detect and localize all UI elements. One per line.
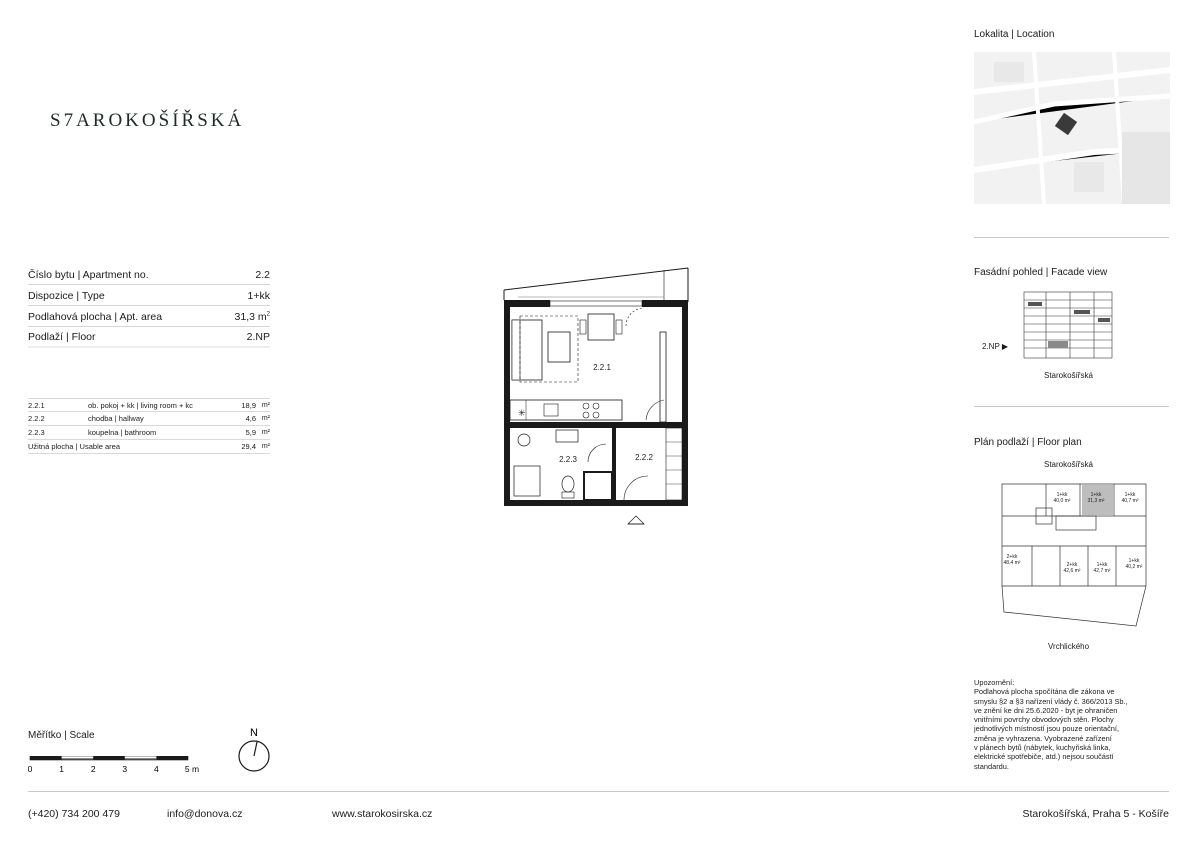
room-area: 18,9 [241, 400, 256, 410]
room-row [28, 412, 270, 426]
room-row [28, 398, 270, 412]
divider [974, 406, 1169, 407]
floorplan-street-bottom: Vrchlického [1048, 642, 1090, 651]
svg-text:1+kk: 1+kk [1124, 492, 1136, 498]
apartment-number-row [28, 264, 270, 285]
floorplan-title: Plán podlaží | Floor plan [974, 437, 1082, 448]
room-id: 2.2.2 [28, 414, 45, 423]
location-map [974, 52, 1170, 204]
svg-text:1+kk: 1+kk [1090, 492, 1102, 498]
scale-bar [26, 756, 208, 778]
footer-email-link[interactable]: info@donova.cz [167, 808, 243, 820]
facade-drawing [1020, 286, 1120, 364]
apartment-info-table [28, 264, 270, 348]
room-area: 5,9 [245, 428, 256, 437]
scale-tick: 2 [90, 764, 96, 774]
room-area-table [28, 398, 270, 454]
svg-text:42,6 m²: 42,6 m² [1063, 568, 1081, 574]
room-row [28, 426, 270, 440]
svg-text:1+kk: 1+kk [1096, 562, 1108, 568]
scale-label: Měřítko | Scale [28, 730, 95, 741]
svg-text:40,7 m²: 40,7 m² [1121, 498, 1139, 504]
scale-tick: 4 [154, 764, 159, 774]
footer-divider [28, 791, 1169, 792]
svg-text:48,4 m²: 48,4 m² [1003, 560, 1021, 566]
room-unit: m² [261, 415, 270, 422]
floorplan-street-top: Starokošířská [1044, 460, 1093, 469]
footer-website-link[interactable]: www.starokosirska.cz [332, 808, 433, 820]
north-arrow-icon [236, 724, 272, 776]
usable-area-unit: m² [261, 443, 270, 450]
divider [974, 237, 1169, 238]
svg-text:N: N [250, 727, 258, 739]
area-notice: Upozornění: Podlahová plocha spočítána dle zákona ve smyslu §2 a §3 nařízení vlády č. 366/2013 Sb., ve znění ke dni 25.6.2020 - byt je ohraničen vnitřními povrchy obvodových stěn. Plochy jednotlivých místností jsou pouze orientační, změna je vyhrazena. Vyobrazené zařízení v plánech bytů (nábytek, kuchyňská linka, elektrické spotřebiče, atd.) nejsou součástí standardu. [974, 678, 1170, 771]
apartment-area-label: Podlahová plocha | Apt. area [28, 311, 163, 323]
room-name: koupelna | bathroom [88, 428, 157, 437]
apartment-floor-value: 2.NP [246, 331, 270, 343]
usable-area-label: Užitná plocha | Usable area [28, 442, 120, 451]
room-label-hallway: 2.2.2 [635, 453, 653, 462]
room-unit: m² [261, 429, 270, 436]
room-label-bathroom: 2.2.3 [559, 455, 577, 464]
scale-tick: 3 [122, 764, 128, 774]
apartment-floor-row [28, 327, 270, 348]
facade-title: Fasádní pohled | Facade view [974, 267, 1108, 278]
apartment-floor-label: Podlaží | Floor [28, 331, 96, 343]
room-label-living: 2.2.1 [593, 363, 611, 372]
room-id: 2.2.3 [28, 428, 45, 437]
scale-tick: 1 [59, 764, 64, 774]
svg-text:1+kk: 1+kk [1056, 492, 1068, 498]
apartment-floor-plan [496, 262, 696, 528]
apartment-type-label: Dispozice | Type [28, 290, 105, 302]
apartment-area-value: 31,3 $m^2$ [234, 311, 270, 323]
location-title: Lokalita | Location [974, 29, 1055, 40]
svg-text:2+kk: 2+kk [1066, 562, 1078, 568]
svg-text:40,0 m²: 40,0 m² [1053, 498, 1071, 504]
room-unit: m² [261, 401, 270, 409]
footer-phone[interactable]: (+420) 734 200 479 [28, 808, 120, 820]
usable-area-value: 29,4 [241, 442, 256, 451]
facade-floor-marker: 2.NP ▶ [982, 342, 1009, 351]
usable-area-row [28, 440, 270, 454]
room-area: 4,6 [245, 414, 256, 423]
svg-text:42,7 m²: 42,7 m² [1093, 568, 1111, 574]
apartment-number-label: Číslo bytu | Apartment no. [28, 269, 149, 281]
room-id: 2.2.1 [28, 400, 45, 410]
building-floor-plan [996, 476, 1156, 636]
apartment-type-row [28, 285, 270, 306]
footer-address: Starokošířská, Praha 5 - Košíře [1022, 808, 1169, 820]
room-name: chodba | hallway [88, 414, 144, 423]
apartment-number-value: 2.2 [255, 269, 270, 281]
notice-title: Upozornění: [974, 678, 1015, 687]
apartment-area-row [28, 306, 270, 327]
room-name: ob. pokoj + kk | living room + kc [88, 400, 193, 410]
apartment-type-value: 1+kk [247, 290, 270, 302]
svg-text:40,2 m²: 40,2 m² [1125, 564, 1143, 570]
facade-caption: Starokošířská [1044, 371, 1093, 380]
svg-text:2+kk: 2+kk [1006, 554, 1018, 560]
brand-logo: S7AROKOŠÍŘSKÁ [50, 110, 245, 131]
scale-tick: 5 m [184, 764, 200, 774]
svg-text:31,3 m²: 31,3 m² [1087, 498, 1105, 504]
svg-text:✳: ✳ [518, 408, 526, 418]
scale-tick: 0 [27, 764, 33, 774]
svg-text:1+kk: 1+kk [1128, 558, 1140, 564]
